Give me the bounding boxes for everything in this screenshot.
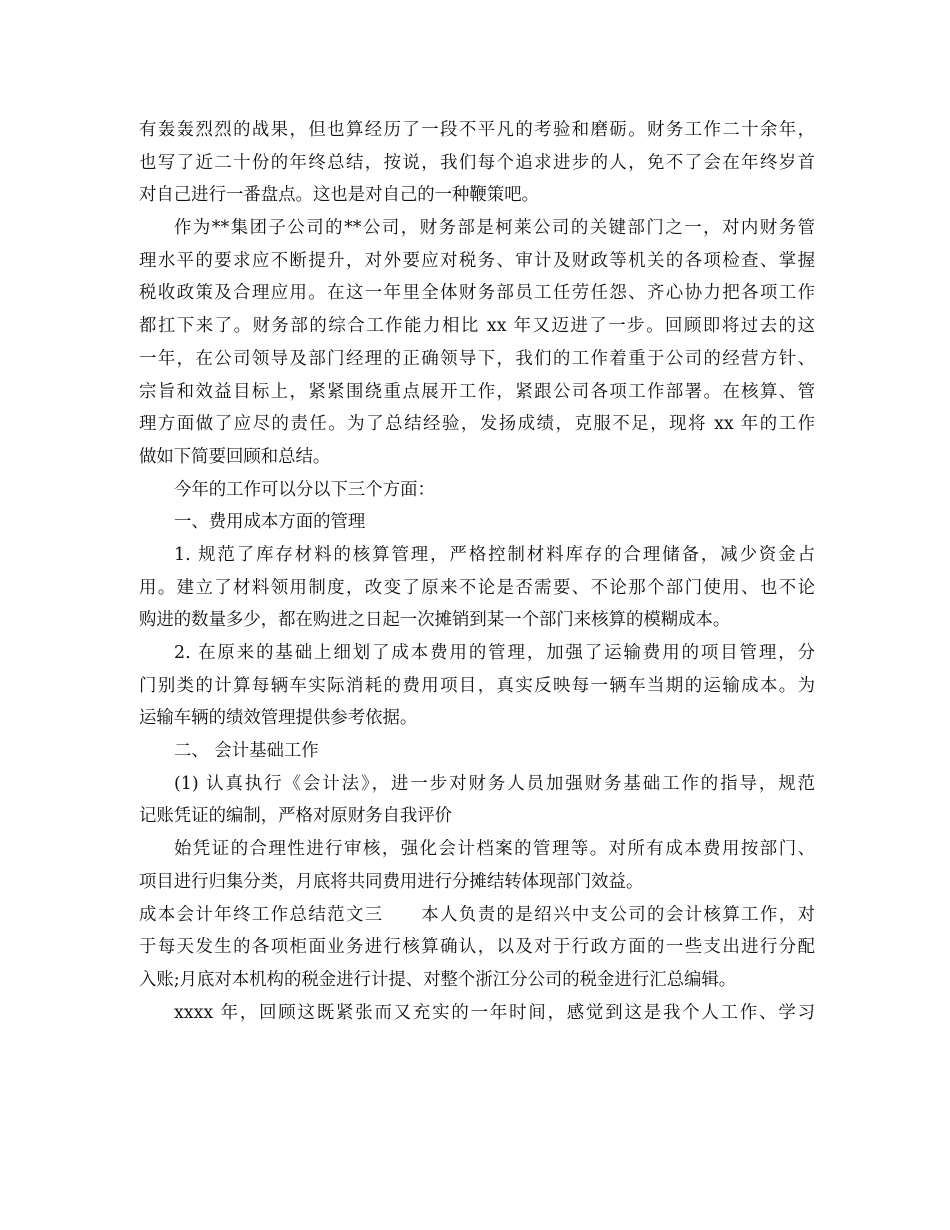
document-page (139, 114, 815, 1029)
paragraph-first-line: 作为**集团子公司的**公司，财务部是柯莱公司的关键部门之一，对内财务管 (174, 218, 815, 239)
text-line: 购进的数量多少，都在购进之日起一次摊销到某一个部门来核算的模糊成本。 (139, 610, 731, 631)
text-line: 成本会计年终工作总结范文三 本人负责的是绍兴中支公司的会计核算工作，对 (139, 904, 815, 925)
paragraph-first-line: 始凭证的合理性进行审核，强化会计档案的管理等。对所有成本费用按部门、 (174, 839, 815, 860)
text-line: 入账;月底对本机构的税金进行计提、对整个浙江分公司的税金进行汇总编辑。 (139, 969, 737, 990)
text-line: 门别类的计算每辆车实际消耗的费用项目，真实反映每一辆车当期的运输成本。为 (139, 675, 815, 696)
text-line: 理水平的要求应不断提升，对外要应对税务、审计及财政等机关的各项检查、掌握 (139, 250, 815, 271)
text-line: 于每天发生的各项柜面业务进行核算确认，以及对于行政方面的一些支出进行分配 (139, 937, 815, 958)
text-line: 理方面做了应尽的责任。为了总结经验，发扬成绩，克服不足，现将 xx 年的工作 (139, 414, 815, 435)
text-line: 也写了近二十份的年终总结，按说，我们每个追求进步的人，免不了会在年终岁首 (139, 152, 815, 173)
text-line: 宗旨和效益目标上，紧紧围绕重点展开工作，紧跟公司各项工作部署。在核算、管 (139, 381, 815, 402)
text-line: 有轰轰烈烈的战果，但也算经历了一段不平凡的考验和磨砺。财务工作二十余年， (139, 120, 815, 140)
paragraph-first-line: (1) 认真执行《会计法》，进一步对财务人员加强财务基础工作的指导，规范 (174, 773, 815, 794)
text-line: 税收政策及合理应用。在这一年里全体财务部员工任劳任怨、齐心协力把各项工作 (139, 283, 815, 304)
paragraph-first-line: 1. 规范了库存材料的核算管理，严格控制材料库存的合理储备，减少资金占 (174, 544, 815, 565)
document-body (139, 114, 815, 1029)
text-line: 用。建立了材料领用制度，改变了原来不论是否需要、不论那个部门使用、也不论 (139, 577, 815, 598)
text-line: 项目进行归集分类，月底将共同费用进行分摊结转体现部门效益。 (139, 871, 644, 892)
text-line: 一年，在公司领导及部门经理的正确领导下，我们的工作着重于公司的经营方针、 (139, 348, 815, 369)
paragraph-first-line: xxxx 年，回顾这既紧张而又充实的一年时间，感觉到这是我个人工作、学习 (174, 1002, 815, 1023)
paragraph-first-line: 2. 在原来的基础上细划了成本费用的管理，加强了运输费用的项目管理，分 (174, 643, 815, 663)
text-line: 对自己进行一番盘点。这也是对自己的一种鞭策吧。 (139, 185, 539, 206)
text-line: 做如下简要回顾和总结。 (139, 446, 331, 467)
paragraph-first-line: 二、 会计基础工作 (174, 741, 319, 762)
text-line: 记账凭证的编制，严格对原财务自我评价 (139, 806, 453, 827)
text-line: 运输车辆的绩效管理提供参考依据。 (139, 708, 418, 729)
text-line: 都扛下来了。财务部的综合工作能力相比 xx 年又迈进了一步。回顾即将过去的这 (139, 316, 815, 337)
paragraph-first-line: 今年的工作可以分以下三个方面： (174, 479, 435, 500)
paragraph-first-line: 一、费用成本方面的管理 (174, 512, 366, 533)
